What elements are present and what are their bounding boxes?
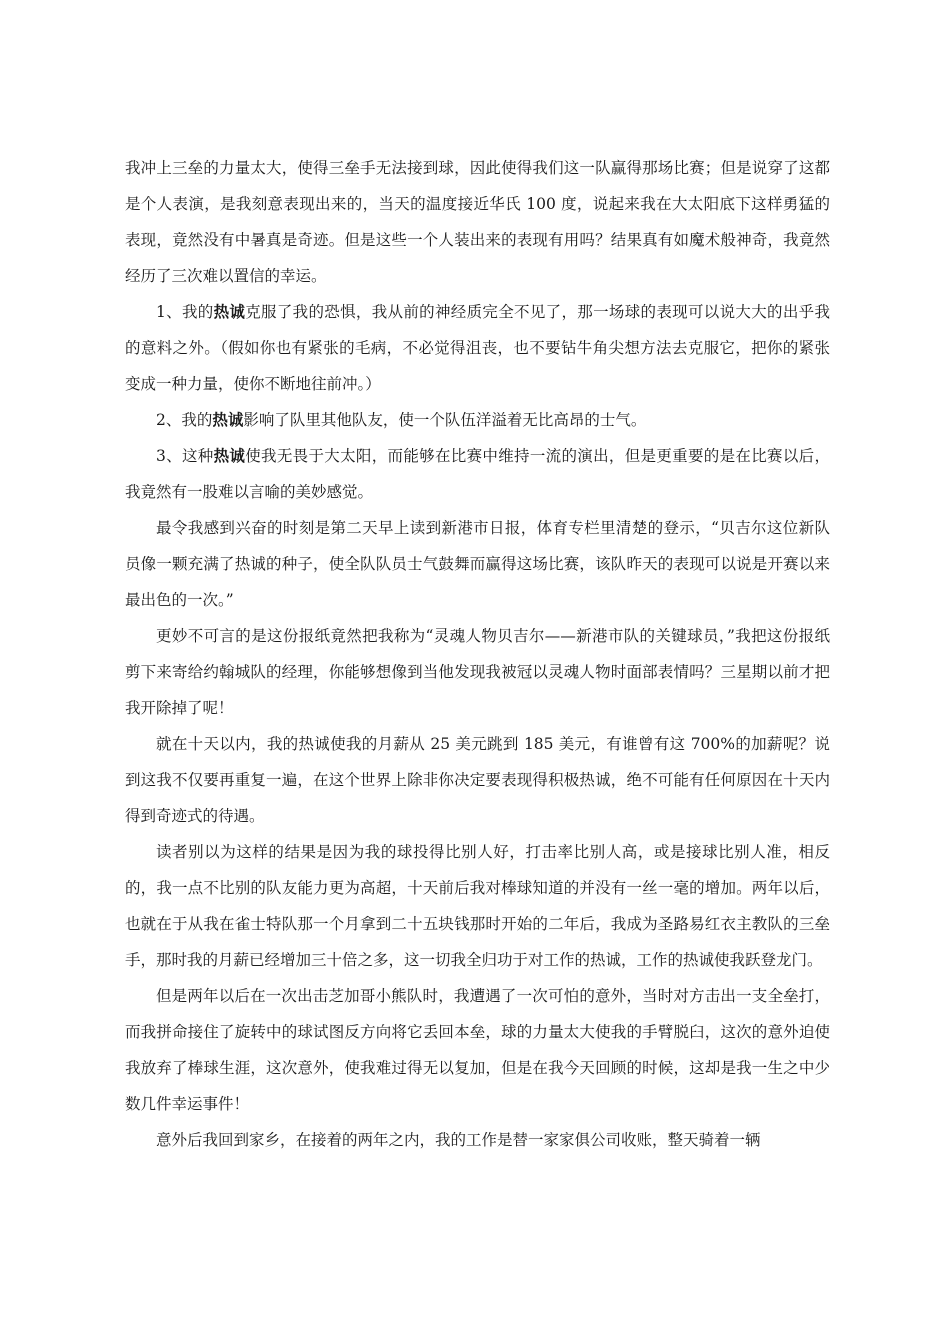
list-item-2-emphasis: 热诚 [212,410,244,429]
list-item-3-emphasis: 热诚 [213,446,246,465]
paragraph-10: 意外后我回到家乡，在接着的两年之内，我的工作是替一家家俱公司收账，整天骑着一辆 [156,1131,761,1149]
paragraph-9: 但是两年以后在一次出击芝加哥小熊队时，我遭遇了一次可怕的意外，当时对方击出一支全垒打，而我拼命接住了旋转中的球试图反方向将它丢回本垒，球的力量太大使我的手臂脱臼，这次的意外迫使我放弃了棒球生涯，这次意外，使我难过得无以复加，但是在我今天回顾的时候，这却是我一生之中少数几件幸运事件！ [125,987,830,1113]
paragraph-1: 我冲上三垒的力量太大，使得三垒手无法接到球，因此使得我们这一队赢得那场比赛；但是说穿了这都是个人表演，是我刻意表现出来的，当天的温度接近华氏 100 度，说起来我在大太阳底下这样勇猛的表现，竟然没有中暑真是奇迹。但是这些一个人装出来的表现有用吗？结果真有如魔术般神奇，我竟然经历了三次难以置信的幸运。 [125,159,830,285]
paragraph-2 [125,294,830,402]
list-item-3-prefix: 3、这种 [156,447,214,465]
list-item-2-prefix: 2、我的 [156,411,213,429]
paragraph-3 [125,402,830,438]
list-item-2-text: 影响了队里其他队友，使一个队伍洋溢着无比高昂的士气。 [243,411,647,429]
list-item-1-prefix: 1、我的 [156,303,214,321]
list-item-3-text: 使我无畏于大太阳，而能够在比赛中维持一流的演出，但是更重要的是在比赛以后，我竟然有一股难以言喻的美妙感觉。 [125,447,830,501]
paragraph-8: 读者别以为这样的结果是因为我的球投得比别人好，打击率比别人高，或是接球比别人准，相反的，我一点不比别的队友能力更为高超，十天前后我对棒球知道的并没有一丝一毫的增加。两年以后，也就在于从我在雀士特队那一个月拿到二十五块钱那时开始的二年后，我成为圣路易红衣主教队的三垒手，那时我的月薪已经增加三十倍之多，这一切我全归功于对工作的热诚，工作的热诚使我跃登龙门。 [125,843,830,969]
document-page [125,150,830,1158]
paragraph-4 [125,438,830,510]
list-item-1-emphasis: 热诚 [213,302,246,321]
paragraph-5: 最令我感到兴奋的时刻是第二天早上读到新港市日报，体育专栏里清楚的登示，“贝吉尔这位新队员像一颗充满了热诚的种子，使全队队员士气鼓舞而赢得这场比赛，该队昨天的表现可以说是开赛以来最出色的一次。” [125,519,830,609]
paragraph-6: 更妙不可言的是这份报纸竟然把我称为“灵魂人物贝吉尔——新港市队的关键球员，”我把这份报纸剪下来寄给约翰城队的经理，你能够想像到当他发现我被冠以灵魂人物时面部表情吗？三星期以前才把我开除掉了呢！ [125,627,830,717]
list-item-1-text: 克服了我的恐惧，我从前的神经质完全不见了，那一场球的表现可以说大大的出乎我的意料之外。（假如你也有紧张的毛病，不必觉得沮丧，也不要钻牛角尖想方法去克服它，把你的紧张变成一种力量，使你不断地往前冲。） [125,303,830,393]
paragraph-7: 就在十天以内，我的热诚使我的月薪从 25 美元跳到 185 美元，有谁曾有这 700%的加薪呢？说到这我不仅要再重复一遍，在这个世界上除非你决定要表现得积极热诚，绝不可能有任何原因在十天内得到奇迹式的待遇。 [125,735,830,825]
